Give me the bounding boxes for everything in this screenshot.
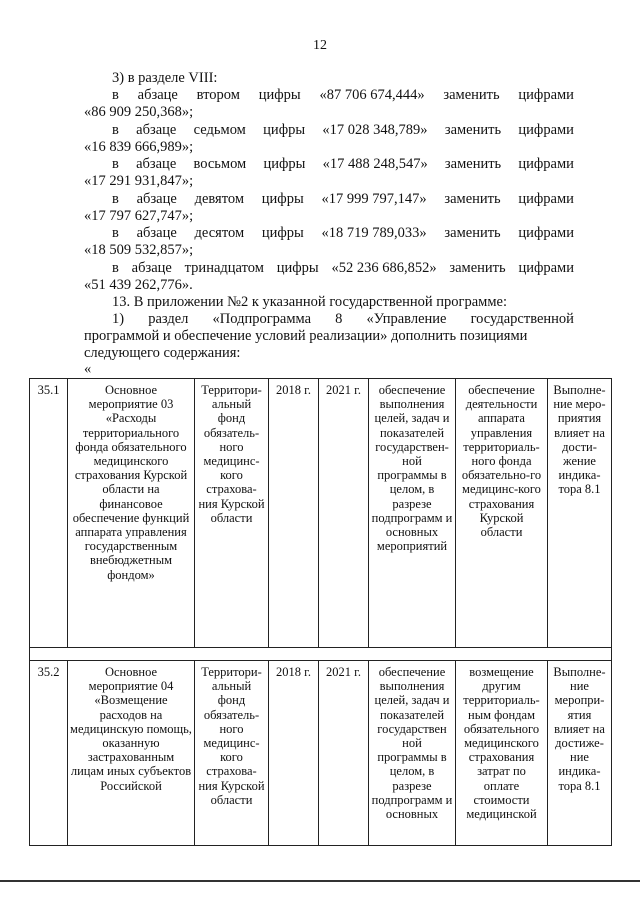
word: цифрами [518, 122, 574, 138]
cell-num: 35.2 [30, 661, 68, 846]
word: цифрами [518, 156, 574, 172]
cell-result: обеспечение выполнения целей, задач и показателей государствен ной программы в целом, в разрезе подпрограмм и основных [369, 661, 456, 846]
word: в [112, 191, 119, 207]
word: абзаце [136, 191, 177, 207]
cell-end: 2021 г. [319, 661, 369, 846]
cell-executor: Территори-альный фонд обязатель-ного медицинс-кого страхова-ния Курской области [195, 661, 269, 846]
word: цифры [263, 122, 306, 138]
cell-link: Выполне-ние меропри-ятия влияет на достиже-ние индика-тора 8.1 [548, 661, 612, 846]
word: цифры [261, 191, 304, 207]
item-1-line-3: следующего содержания: [84, 345, 241, 361]
word: в [112, 122, 119, 138]
page-cut [0, 878, 640, 905]
word: девятом [194, 191, 245, 207]
word: «52 236 686,852» [331, 260, 437, 276]
replacement-new-value: «51 439 262,776». [84, 277, 193, 293]
word: абзаце [136, 225, 177, 241]
word: заменить [449, 260, 506, 276]
cell-start: 2018 г. [269, 379, 319, 648]
word: цифры [276, 260, 319, 276]
word: «Подпрограмма [212, 311, 312, 327]
word: цифрами [518, 260, 574, 276]
cell-directions: обеспечение деятельности аппарата управления территориаль-ного фонда обязательно-го медицинс-кого страхования Курской области [456, 379, 548, 648]
word: цифры [261, 225, 304, 241]
word: в [112, 260, 119, 276]
program-table [29, 378, 612, 846]
replacement-line [112, 156, 574, 173]
replacement-line [112, 87, 574, 104]
page-bottom-line [0, 880, 640, 882]
replacement-new-value: «17 797 627,747»; [84, 208, 194, 224]
word: тринадцатом [184, 260, 264, 276]
replacement-line [112, 191, 574, 208]
word: «18 719 789,033» [321, 225, 427, 241]
word: цифрами [518, 87, 574, 103]
section-heading: 3) в разделе VIII: [112, 70, 218, 86]
word: заменить [444, 225, 501, 241]
table-row [30, 379, 612, 648]
cell-link: Выполне-ние меро-приятия влияет на дости-жение индика-тора 8.1 [548, 379, 612, 648]
cell-executor: Территори-альный фонд обязатель-ного медицинс-кого страхова-ния Курской области [195, 379, 269, 648]
word: восьмом [193, 156, 247, 172]
word: заменить [444, 191, 501, 207]
replacement-new-value: «86 909 250,368»; [84, 104, 194, 120]
word: «17 999 797,147» [321, 191, 427, 207]
page-number: 12 [313, 38, 327, 53]
word: абзаце [136, 156, 177, 172]
word: цифрами [518, 225, 574, 241]
word: абзаце [137, 87, 178, 103]
replacement-new-value: «18 509 532,857»; [84, 242, 194, 258]
word: заменить [443, 87, 500, 103]
open-quote: « [84, 361, 92, 377]
cell-name: Основное мероприятие 03 «Расходы территориального фонда обязательного медицинского страхования Курской области на финансовое обеспечение функций аппарата управления государственным внебюджетным фондом» [68, 379, 195, 648]
word: «17 488 248,547» [322, 156, 428, 172]
word: цифрами [518, 191, 574, 207]
word: 1) [112, 311, 125, 327]
replacement-line [112, 122, 574, 139]
word: втором [196, 87, 240, 103]
word: седьмом [193, 122, 246, 138]
word: раздел [148, 311, 189, 327]
word: «17 028 348,789» [322, 122, 428, 138]
replacement-line [112, 225, 574, 242]
word: абзаце [131, 260, 172, 276]
item-13: 13. В приложении №2 к указанной государственной программе: [112, 294, 507, 310]
word: десятом [194, 225, 245, 241]
item-1-line-1 [84, 311, 574, 328]
word: цифры [263, 156, 306, 172]
cell-num: 35.1 [30, 379, 68, 648]
cell-directions: возмещение другим территориаль-ным фондам обязательного медицинского страхования затрат по оплате стоимости медицинской [456, 661, 548, 846]
word: государственной [470, 311, 574, 327]
table-row [30, 661, 612, 846]
word: цифры [258, 87, 301, 103]
word: заменить [444, 122, 502, 138]
replacement-new-value: «16 839 666,989»; [84, 139, 194, 155]
word: в [112, 225, 119, 241]
word: «Управление [366, 311, 447, 327]
cell-start: 2018 г. [269, 661, 319, 846]
word: в [112, 156, 119, 172]
item-1-line-2: программой и обеспечение условий реализации» дополнить позициями [84, 328, 528, 344]
word: абзаце [136, 122, 177, 138]
cell-end: 2021 г. [319, 379, 369, 648]
word: «87 706 674,444» [319, 87, 425, 103]
cell-result: обеспечение выполнения целей, задач и показателей государствен-ной программы в целом, в разрезе подпрограмм и основных мероприятий [369, 379, 456, 648]
cell-name: Основное мероприятие 04 «Возмещение расходов на медицинскую помощь, оказанную застрахованным лицам иных субъектов Российской [68, 661, 195, 846]
word: 8 [335, 311, 343, 327]
word: заменить [444, 156, 502, 172]
replacement-line [112, 260, 574, 277]
word: в [112, 87, 119, 103]
replacement-new-value: «17 291 931,847»; [84, 173, 194, 189]
